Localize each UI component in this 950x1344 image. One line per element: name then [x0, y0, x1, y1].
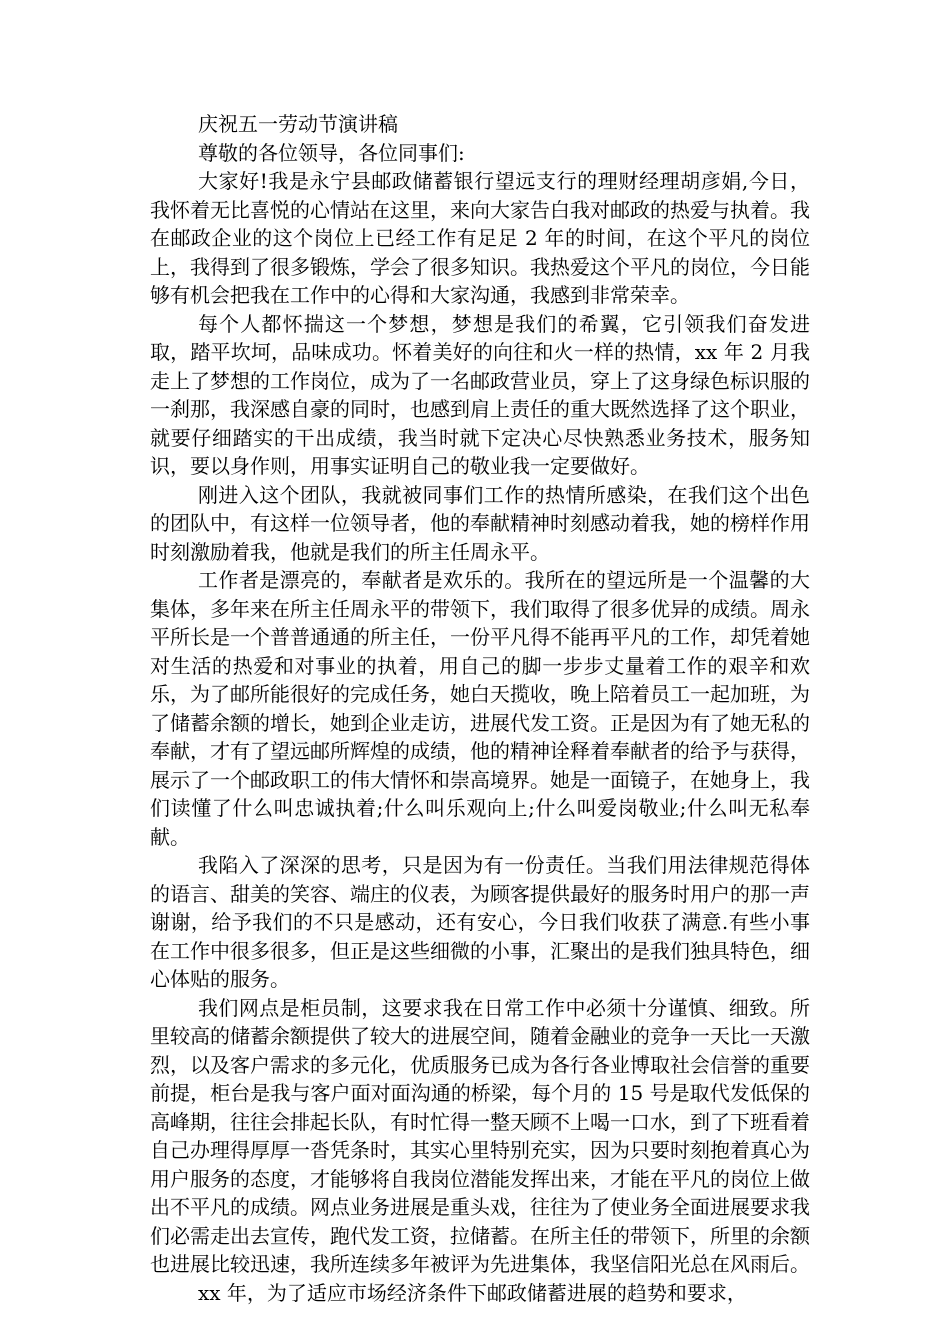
paragraph-3: 刚进入这个团队，我就被同事们工作的热情所感染，在我们这个出色的团队中，有这样一位领导者，他的奉献精神时刻感动着我，她的榜样作用时刻激励着我，他就是我们的所主任周永平。 — [150, 482, 810, 564]
paragraph-7: xx 年，为了适应市场经济条件下邮政储蓄进展的趋势和要求， — [198, 1280, 747, 1305]
paragraph-5: 我陷入了深深的思考，只是因为有一份责任。当我们用法律规范得体的语言、甜美的笑容、端庄的仪表，为顾客提供最好的服务时用户的那一声谢谢，给予我们的不只是感动，还有安心，今日我们收获了满意.有些小事在工作中很多很多，但正是这些细微的小事，汇聚出的是我们独具特色，细心体贴的服务。 — [150, 853, 810, 991]
document-page — [150, 110, 810, 1307]
paragraph-1: 大家好!我是永宁县邮政储蓄银行望远支行的理财经理胡彦娟,今日，我怀着无比喜悦的心情站在这里，来向大家告白我对邮政的热爱与执着。我在邮政企业的这个岗位上已经工作有足足 2 年的时间，在这个平凡的岗位上，我得到了很多锻炼，学会了很多知识。我热爱这个平凡的岗位，今日能够有机会把我在工作中的心得和大家沟通，我感到非常荣幸。 — [150, 169, 810, 307]
document-title: 庆祝五一劳动节演讲稿 — [198, 112, 398, 136]
salutation: 尊敬的各位领导，各位同事们: — [198, 140, 465, 165]
paragraph-6: 我们网点是柜员制，这要求我在日常工作中必须十分谨慎、细致。所里较高的储蓄余额提供了较大的进展空间，随着金融业的竞争一天比一天激烈，以及客户需求的多元化，优质服务已成为各行各业博取社会信誉的重要前提，柜台是我与客户面对面沟通的桥梁，每个月的 15 号是取代发低保的高峰期，往往会排起长队，有时忙得一整天顾不上喝一口水，到了下班看着自己办理得厚厚一沓凭条时，其实心里特别充实，因为只要时刻抱着真心为用户服务的态度，才能够将自我岗位潜能发挥出来，才能在平凡的岗位上做出不平凡的成绩。网点业务进展是重头戏，往往为了使业务全面进展要求我们必需走出去宣传，跑代发工资，拉储蓄。在所主任的带领下，所里的余额也进展比较迅速，我所连续多年被评为先进集体，我坚信阳光总在风雨后。 — [150, 995, 810, 1276]
paragraph-2: 每个人都怀揣这一个梦想，梦想是我们的希翼，它引领我们奋发进取，踏平坎坷，品味成功。怀着美好的向往和火一样的热情，xx 年 2 月我走上了梦想的工作岗位，成为了一名邮政营业员，穿上了这身绿色标识服的一刹那，我深感自豪的同时，也感到肩上责任的重大既然选择了这个职业，就要仔细踏实的干出成绩，我当时就下定决心尽快熟悉业务技术，服务知识，要以身作则，用事实证明自己的敬业我一定要做好。 — [150, 311, 810, 478]
paragraph-4: 工作者是漂亮的，奉献者是欢乐的。我所在的望远所是一个温馨的大集体，多年来在所主任周永平的带领下，我们取得了很多优异的成绩。周永平所长是一个普普通通的所主任，一份平凡得不能再平凡的工作，却凭着她对生活的热爱和对事业的执着，用自己的脚一步步丈量着工作的艰辛和欢乐，为了邮所能很好的完成任务，她白天揽收，晚上陪着员工一起加班，为了储蓄余额的增长，她到企业走访，进展代发工资。正是因为有了她无私的奉献，才有了望远邮所辉煌的成绩，他的精神诠释着奉献者的给予与获得，展示了一个邮政职工的伟大情怀和崇高境界。她是一面镜子，在她身上，我们读懂了什么叫忠诚执着;什么叫乐观向上;什么叫爱岗敬业;什么叫无私奉献。 — [150, 568, 810, 849]
